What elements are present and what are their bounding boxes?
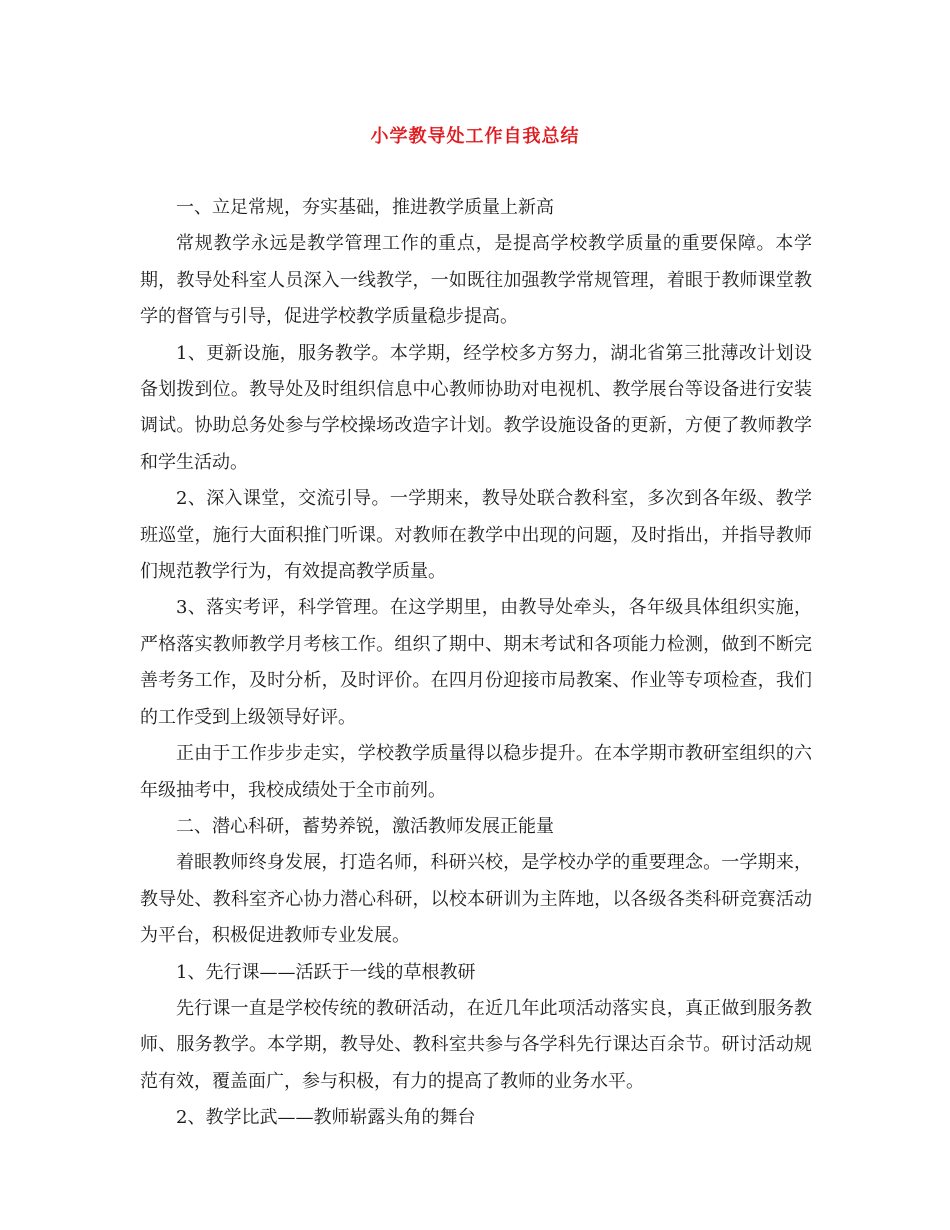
paragraph: 正由于工作步步走实，学校教学质量得以稳步提升。在本学期市教研室组织的六年级抽考中，我校成绩处于全市前列。 bbox=[140, 743, 812, 801]
section-heading-1: 一、立足常规，夯实基础，推进教学质量上新高 bbox=[176, 197, 554, 218]
paragraph: 着眼教师终身发展，打造名师，科研兴校，是学校办学的重要理念。一学期来，教导处、教科室齐心协力潜心科研，以校本研训为主阵地，以各级各类科研竞赛活动为平台，积极促进教师专业发展。 bbox=[140, 852, 812, 947]
document-title: 小学教导处工作自我总结 bbox=[370, 126, 580, 147]
paragraph: 2、深入课堂，交流引导。一学期来，教导处联合教科室，多次到各年级、教学班巡堂，施行大面积推门听课。对教师在教学中出现的问题，及时指出，并指导教师们规范教学行为，有效提高教学质量。 bbox=[140, 488, 812, 583]
subheading: 2、教学比武——教师崭露头角的舞台 bbox=[176, 1107, 476, 1129]
section-heading-2: 二、潜心科研，蓄势养锐，激活教师发展正能量 bbox=[176, 815, 554, 837]
paragraph: 先行课一直是学校传统的教研活动，在近几年此项活动落实良，真正做到服务教师、服务教学。本学期，教导处、教科室共参与各学科先行课达百余节。研讨活动规范有效，覆盖面广，参与积极，有力的提高了教师的业务水平。 bbox=[140, 997, 812, 1092]
document-body bbox=[140, 190, 812, 1137]
paragraph: 1、更新设施，服务教学。本学期，经学校多方努力，湖北省第三批薄改计划设备划拨到位。教导处及时组织信息中心教师协助对电视机、教学展台等设备进行安装调试。协助总务处参与学校操场改造字计划。教学设施设备的更新，方便了教师教学和学生活动。 bbox=[140, 342, 812, 473]
paragraph: 常规教学永远是教学管理工作的重点，是提高学校教学质量的重要保障。本学期，教导处科室人员深入一线教学，一如既往加强教学常规管理，着眼于教师课堂教学的督管与引导，促进学校教学质量稳步提高。 bbox=[140, 233, 812, 328]
subheading: 1、先行课——活跃于一线的草根教研 bbox=[176, 961, 476, 983]
paragraph: 3、落实考评，科学管理。在这学期里，由教导处牵头，各年级具体组织实施，严格落实教师教学月考核工作。组织了期中、期末考试和各项能力检测，做到不断完善考务工作，及时分析，及时评价。在四月份迎接市局教案、作业等专项检查，我们的工作受到上级领导好评。 bbox=[140, 597, 812, 728]
